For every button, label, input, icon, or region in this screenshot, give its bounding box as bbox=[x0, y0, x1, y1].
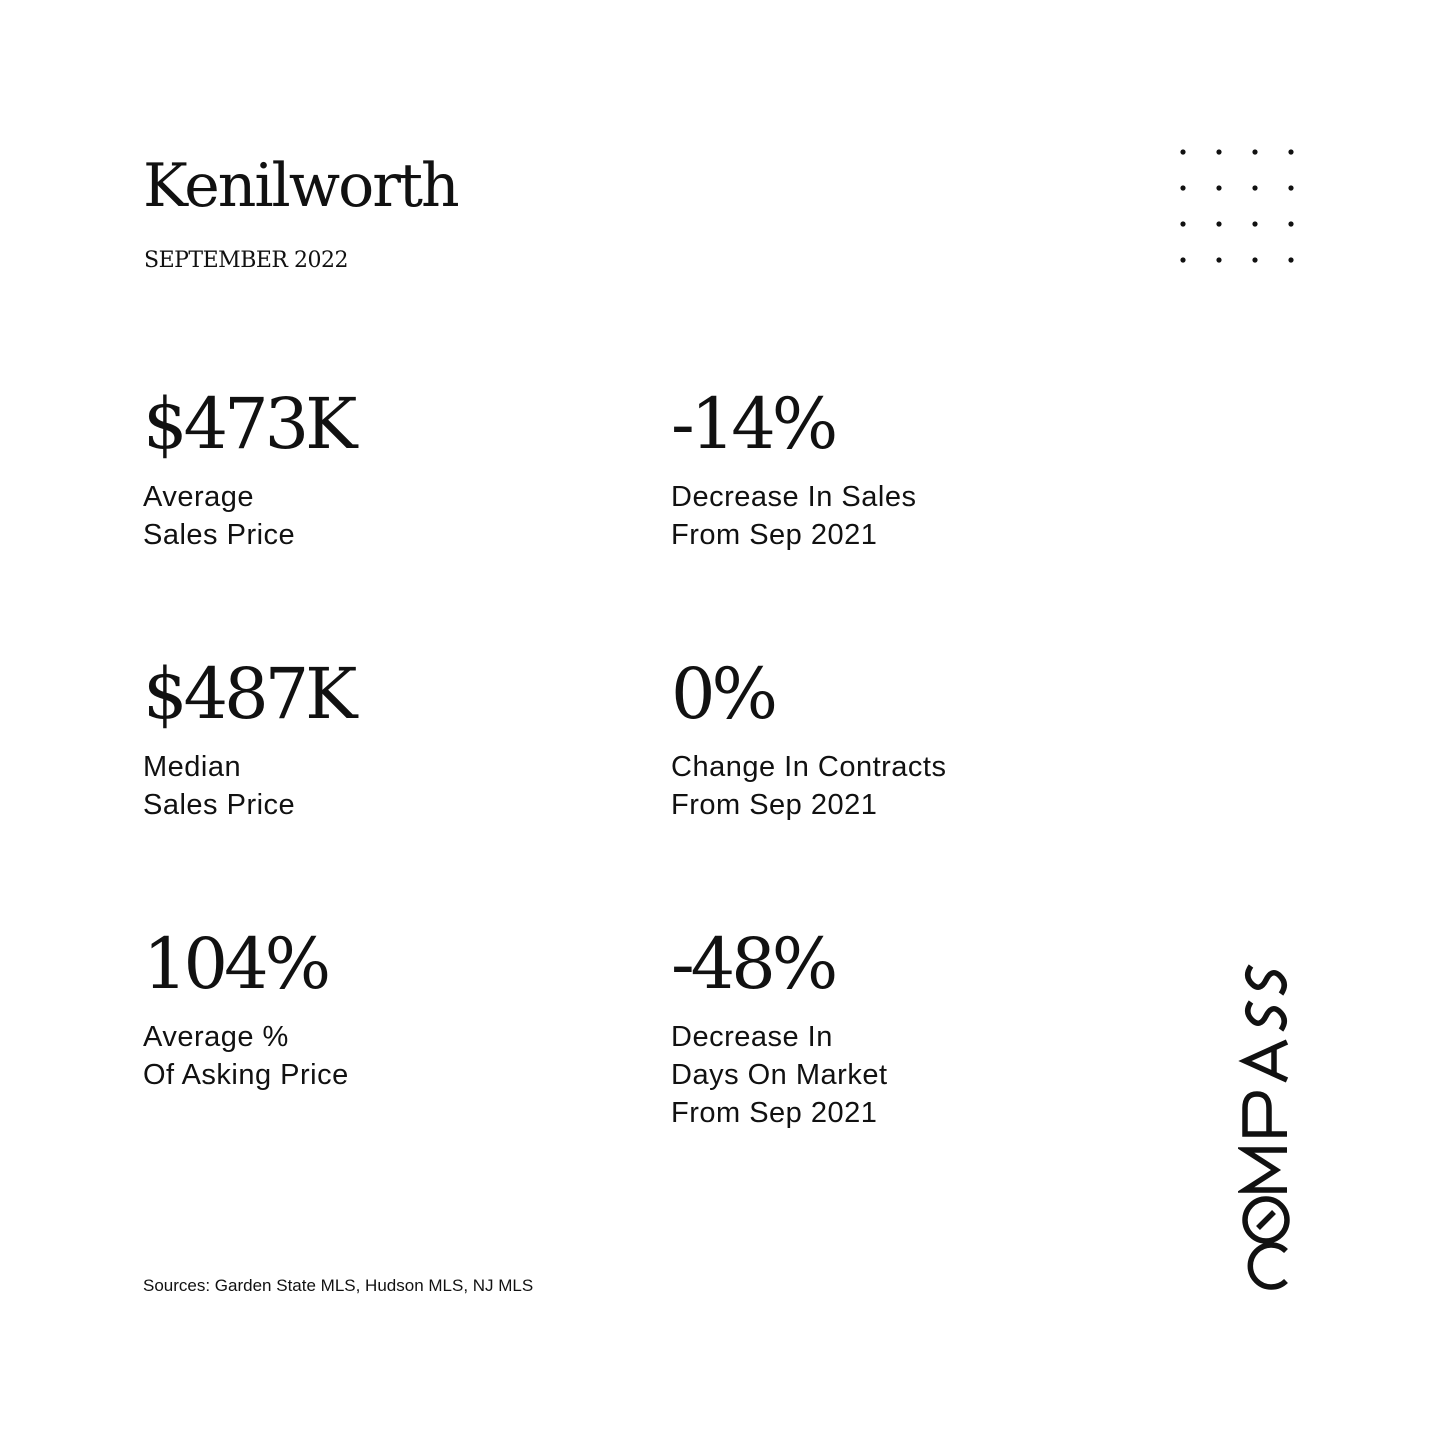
stat-asking-price-percent bbox=[143, 924, 583, 1094]
stat-label-line: From Sep 2021 bbox=[671, 519, 878, 551]
stat-label-line: From Sep 2021 bbox=[671, 1097, 878, 1129]
stat-label bbox=[671, 1018, 1111, 1132]
stat-label-line: Decrease In Sales bbox=[671, 481, 917, 513]
stat-label bbox=[143, 1018, 583, 1094]
stat-value: 104% bbox=[143, 923, 328, 1005]
stat-contracts-change bbox=[671, 654, 1111, 824]
stat-label bbox=[143, 748, 583, 824]
stat-average-sales-price bbox=[143, 384, 583, 554]
page-title: Kenilworth bbox=[143, 151, 458, 221]
report-date: SEPTEMBER 2022 bbox=[144, 248, 348, 273]
stat-value: -48% bbox=[671, 923, 835, 1005]
stat-sales-change bbox=[671, 384, 1111, 554]
sources-note: Sources: Garden State MLS, Hudson MLS, NJ MLS bbox=[143, 1276, 534, 1295]
stat-value: 0% bbox=[671, 653, 775, 735]
stat-median-sales-price bbox=[143, 654, 583, 824]
stat-label-line: Of Asking Price bbox=[143, 1059, 349, 1091]
stat-label bbox=[671, 478, 1111, 554]
stat-label-line: Decrease In bbox=[671, 1021, 833, 1053]
stat-label-line: Average % bbox=[143, 1021, 289, 1053]
stat-label-line: Sales Price bbox=[143, 789, 296, 821]
stat-label-line: Median bbox=[143, 751, 242, 783]
stat-label-line: From Sep 2021 bbox=[671, 789, 878, 821]
stat-label-line: Change In Contracts bbox=[671, 751, 947, 783]
stat-value: -14% bbox=[671, 383, 835, 465]
stat-label-line: Sales Price bbox=[143, 519, 296, 551]
stat-value: $487K bbox=[143, 653, 354, 735]
stat-label bbox=[143, 478, 583, 554]
stat-label-line: Average bbox=[143, 481, 254, 513]
stat-value: $473K bbox=[143, 383, 354, 465]
compass-logo bbox=[1238, 958, 1294, 1294]
stat-label bbox=[671, 748, 1111, 824]
stat-days-on-market-change bbox=[671, 924, 1111, 1132]
stat-label-line: Days On Market bbox=[671, 1059, 888, 1091]
dot-grid-icon bbox=[1177, 146, 1297, 266]
